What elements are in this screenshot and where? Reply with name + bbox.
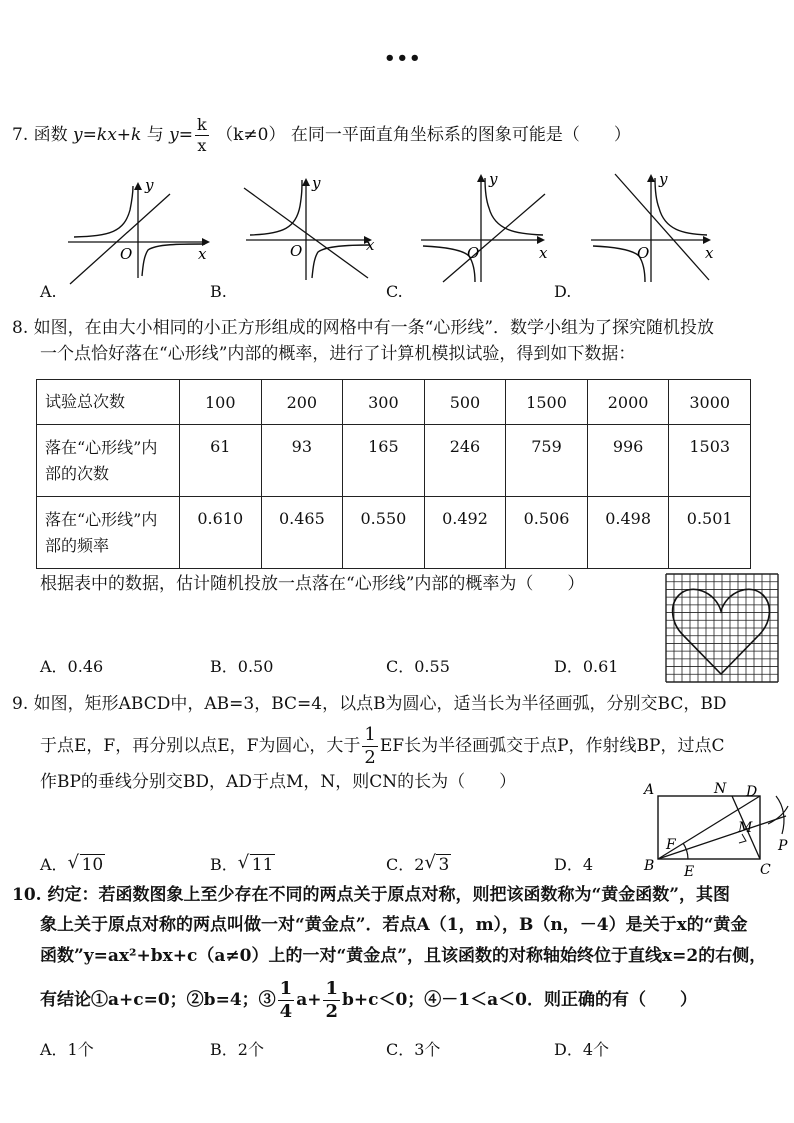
q7-graph-b — [238, 170, 388, 285]
line-graph — [70, 194, 170, 284]
label-a: A — [644, 782, 655, 798]
q7-frac-num: k — [197, 115, 207, 134]
q9-frac-den: 2 — [364, 747, 376, 768]
q9-option-b[interactable] — [210, 852, 275, 875]
heart-curve — [673, 589, 770, 674]
q8-option-c[interactable]: C．0.55 — [386, 657, 450, 676]
table-cell: 1503 — [669, 425, 751, 497]
sqrt-icon: √ 11 — [237, 852, 274, 875]
q7-option-c[interactable]: C. — [386, 282, 403, 301]
q9-fraction — [362, 726, 377, 767]
q10-line2: 象上关于原点对称的两点叫做一对“黄金点”．若点A（1，m），B（n，－4）是关于x的“黄金 — [40, 915, 748, 935]
arc-p — [776, 796, 784, 834]
table-cell: 300 — [343, 380, 425, 425]
q7-stem-b: 与 — [146, 125, 164, 145]
table-cell: 200 — [261, 380, 343, 425]
table-row-counts — [37, 425, 751, 497]
q7-fraction — [195, 117, 209, 154]
x-label: x — [198, 245, 207, 263]
q8-number: 8. — [12, 318, 29, 338]
q10-option-b[interactable]: B．2个 — [210, 1040, 264, 1059]
q8-heart-grid-figure — [665, 573, 779, 683]
q9-line2b: EF长为半径画弧交于点P，作射线BP，过点C — [379, 736, 725, 756]
q9-number: 9. — [12, 694, 29, 714]
q9-opt-a-label: A． — [40, 855, 68, 874]
page-header-dots: ••• — [384, 48, 422, 69]
q10-line1 — [12, 884, 730, 906]
q7-y-eq: y= — [169, 125, 194, 145]
q8-option-a[interactable]: A．0.46 — [40, 657, 104, 676]
q8-data-table — [36, 379, 751, 569]
table-cell: 61 — [180, 425, 262, 497]
q7-stem-c: 在同一平面直角坐标系的图象可能是（ ） — [290, 125, 631, 145]
label-n: N — [714, 781, 727, 797]
q10-option-d[interactable]: D．4个 — [554, 1040, 610, 1059]
q10-line4b: a+ — [296, 990, 322, 1010]
q7-frac-den: x — [197, 136, 207, 155]
q7-graph-d — [585, 168, 725, 286]
origin-label: O — [637, 244, 650, 262]
y-label: y — [489, 170, 498, 188]
table-cell: 0.610 — [180, 497, 262, 569]
q7-stem — [12, 117, 631, 154]
q10-line4 — [40, 980, 697, 1021]
q9-opt-c-coef: 2 — [414, 855, 425, 874]
table-cell: 759 — [506, 425, 588, 497]
label-b: B — [644, 858, 655, 874]
q9-line3: 作BP的垂线分别交BD，AD于点M，N，则CN的长为（ ） — [40, 772, 517, 792]
q9-opt-b-label: B． — [210, 855, 238, 874]
q7-stem-a: 函数 — [33, 125, 68, 145]
q9-option-c[interactable] — [386, 852, 451, 875]
q10-line1-text: 约定：若函数图象上至少存在不同的两点关于原点对称，则把该函数称为“黄金函数”，其图 — [47, 885, 731, 905]
table-cell: 1500 — [506, 380, 588, 425]
grid — [666, 574, 778, 682]
y-arrow-icon — [134, 182, 142, 190]
q7-graph-c — [415, 168, 565, 286]
label-p: P — [778, 838, 788, 854]
ray-bp — [658, 816, 786, 859]
table-cell: 246 — [424, 425, 506, 497]
table-cell: 0.465 — [261, 497, 343, 569]
table-cell: 0.550 — [343, 497, 425, 569]
table-cell: 0.492 — [424, 497, 506, 569]
table-cell: 996 — [587, 425, 669, 497]
hyperbola-branch — [142, 244, 205, 276]
q10-line4a: 有结论①a+c=0；②b=4；③ — [40, 990, 276, 1010]
q8-line2: 一个点恰好落在“心形线”内部的概率，进行了计算机模拟试验，得到如下数据： — [40, 344, 636, 364]
q10-line3: 函数”y=ax²+bx+c（a≠0）上的一对“黄金点”，且该函数的对称轴始终位于直线x=2的右侧， — [40, 946, 767, 966]
table-cell: 93 — [261, 425, 343, 497]
q9-opt-b-radicand: 11 — [251, 855, 274, 875]
row-header-freqs: 落在“心形线”内部的频率 — [37, 497, 180, 569]
q10-f1-den: 4 — [279, 1001, 293, 1022]
row-header-trials: 试验总次数 — [37, 380, 180, 425]
q9-option-d[interactable]: D．4 — [554, 855, 594, 874]
q9-line1 — [12, 693, 727, 715]
sqrt-icon: √ 3 — [424, 852, 450, 875]
q8-line1 — [12, 317, 714, 339]
label-d: D — [746, 784, 758, 800]
table-cell: 500 — [424, 380, 506, 425]
y-label: y — [312, 174, 321, 192]
table-row-trials — [37, 380, 751, 425]
label-m: M — [738, 820, 753, 836]
q10-f2-den: 2 — [325, 1001, 338, 1022]
y-label: y — [145, 176, 154, 194]
q7-option-d[interactable]: D. — [554, 282, 572, 301]
q10-line4c: b+c＜0；④－1＜a＜0．则正确的有（ ） — [341, 990, 697, 1010]
q9-opt-c-radicand: 3 — [438, 855, 450, 875]
y-arrow-icon — [647, 174, 655, 182]
q9-option-a[interactable] — [40, 852, 105, 875]
q9-line2 — [40, 726, 724, 767]
q7-number: 7. — [12, 125, 29, 145]
q7-func1: y=kx+k — [73, 125, 142, 145]
q10-f1-num: 1 — [279, 978, 293, 999]
q7-option-a[interactable]: A. — [40, 282, 57, 301]
origin-label: O — [120, 245, 133, 263]
q10-fraction-1 — [278, 980, 295, 1021]
q8-line1-text: 如图，在由大小相同的小正方形组成的网格中有一条“心形线”．数学小组为了探究随机投放 — [33, 318, 715, 338]
y-label: y — [659, 170, 668, 188]
q10-option-c[interactable]: C．3个 — [386, 1040, 441, 1059]
table-cell: 165 — [343, 425, 425, 497]
sqrt-icon: √ 10 — [67, 852, 104, 875]
y-arrow-icon — [302, 178, 310, 186]
hyperbola-branch — [250, 180, 302, 235]
row-header-counts: 落在“心形线”内部的次数 — [37, 425, 180, 497]
q10-option-a[interactable]: A．1个 — [40, 1040, 94, 1059]
q9-opt-a-radicand: 10 — [81, 855, 104, 875]
q10-fraction-2 — [323, 980, 340, 1021]
q9-rectangle-figure — [636, 780, 792, 880]
origin-label: O — [290, 242, 303, 260]
label-f: F — [666, 837, 676, 853]
x-label: x — [366, 236, 375, 254]
table-cell: 100 — [180, 380, 262, 425]
origin-label: O — [467, 244, 480, 262]
q7-option-b[interactable]: B. — [210, 282, 227, 301]
q8-option-d[interactable]: D．0.61 — [554, 657, 619, 676]
hyperbola-branch — [74, 186, 133, 237]
line-graph — [443, 194, 545, 282]
table-cell: 0.501 — [669, 497, 751, 569]
table-row-freqs — [37, 497, 751, 569]
q8-question: 根据表中的数据，估计随机投放一点落在“心形线”内部的概率为（ ） — [40, 574, 585, 594]
table-cell: 2000 — [587, 380, 669, 425]
y-arrow-icon — [477, 174, 485, 182]
table-cell: 0.498 — [587, 497, 669, 569]
q7-cond: （k≠0） — [216, 125, 286, 145]
q10-number: 10. — [12, 885, 42, 905]
q9-frac-num: 1 — [364, 724, 376, 745]
table-cell: 3000 — [669, 380, 751, 425]
q10-f2-num: 1 — [325, 978, 338, 999]
label-c: C — [760, 862, 771, 878]
q9-line2a: 于点E，F，再分别以点E，F为圆心，大于 — [40, 736, 361, 756]
x-label: x — [705, 244, 714, 262]
q7-graph-a — [60, 170, 220, 285]
table-cell: 0.506 — [506, 497, 588, 569]
q9-line1-text: 如图，矩形ABCD中，AB=3，BC=4，以点B为圆心，适当长为半径画弧，分别交BC，BD — [33, 694, 727, 714]
q8-option-b[interactable]: B．0.50 — [210, 657, 274, 676]
x-arrow-icon — [537, 236, 545, 244]
line-graph — [615, 174, 709, 280]
q9-opt-c-label: C． — [386, 855, 415, 874]
label-e: E — [684, 864, 695, 880]
x-label: x — [539, 244, 548, 262]
x-arrow-icon — [703, 236, 711, 244]
